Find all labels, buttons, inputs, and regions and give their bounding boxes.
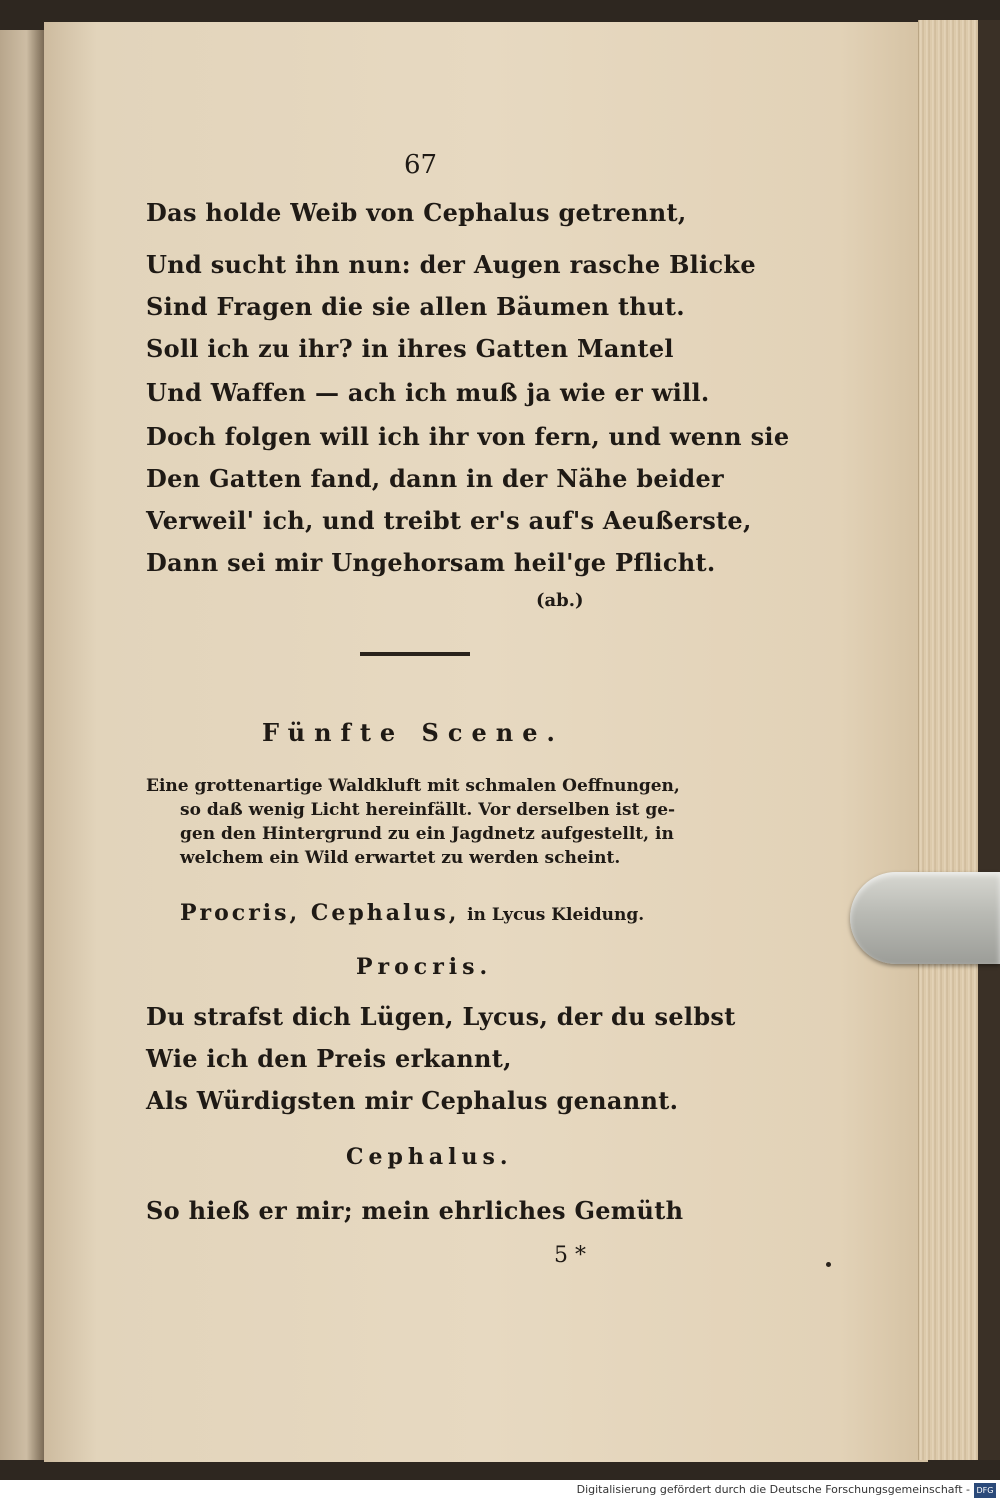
verse-line: Sind Fragen die sie allen Bäumen thut. xyxy=(146,292,685,321)
verse-line: Und sucht ihn nun: der Augen rasche Blicke xyxy=(146,250,756,279)
left-page-edge xyxy=(0,30,46,1460)
stage-direction-line: gen den Hintergrund zu ein Jagdnetz aufgestellt, in xyxy=(180,824,674,844)
signature-mark: 5 * xyxy=(554,1243,586,1268)
persons-names: Procris, Cephalus, xyxy=(180,900,460,926)
verse-line: Und Waffen — ach ich muß ja wie er will. xyxy=(146,378,710,407)
book-cover-edge xyxy=(978,20,1000,1460)
page-clip-marker xyxy=(850,872,1000,964)
speaker-label: Procris. xyxy=(356,954,493,980)
persons-note: in Lycus Kleidung. xyxy=(467,905,645,925)
dramatis-personae xyxy=(180,900,644,926)
speaker-label: Cephalus. xyxy=(346,1144,513,1170)
speech-line: Als Würdigsten mir Cephalus genannt. xyxy=(146,1086,679,1115)
page-number: 67 xyxy=(404,150,438,180)
verse-line: Doch folgen will ich ihr von fern, und wenn sie xyxy=(146,422,790,451)
footer-bar xyxy=(0,1480,1000,1502)
speech-line: Du strafst dich Lügen, Lycus, der du selbst xyxy=(146,1002,736,1031)
section-divider xyxy=(360,652,470,656)
verse-line: Verweil' ich, und treibt er's auf's Aeußerste, xyxy=(146,506,752,535)
verse-line: Das holde Weib von Cephalus getrennt, xyxy=(146,198,687,227)
scene-title: Fünfte Scene. xyxy=(262,718,564,747)
verse-line: Den Gatten fand, dann in der Nähe beider xyxy=(146,464,724,493)
dfg-logo-icon: DFG xyxy=(974,1483,996,1498)
funding-credit: Digitalisierung gefördert durch die Deutsche Forschungsgemeinschaft - xyxy=(576,1483,970,1496)
stage-direction-line: welchem ein Wild erwartet zu werden scheint. xyxy=(180,848,621,868)
stage-direction-line: Eine grottenartige Waldkluft mit schmalen Oeffnungen, xyxy=(146,776,680,796)
verse-line: Soll ich zu ihr? in ihres Gatten Mantel xyxy=(146,334,674,363)
stage-exit: (ab.) xyxy=(536,590,584,611)
verse-line: Dann sei mir Ungehorsam heil'ge Pflicht. xyxy=(146,548,716,577)
speech-line: So hieß er mir; mein ehrliches Gemüth xyxy=(146,1196,684,1225)
ink-speck xyxy=(826,1262,831,1267)
speech-line: Wie ich den Preis erkannt, xyxy=(146,1044,512,1073)
stage-direction-line: so daß wenig Licht hereinfällt. Vor derselben ist ge- xyxy=(180,800,676,820)
page-stack-edge xyxy=(918,20,979,1460)
